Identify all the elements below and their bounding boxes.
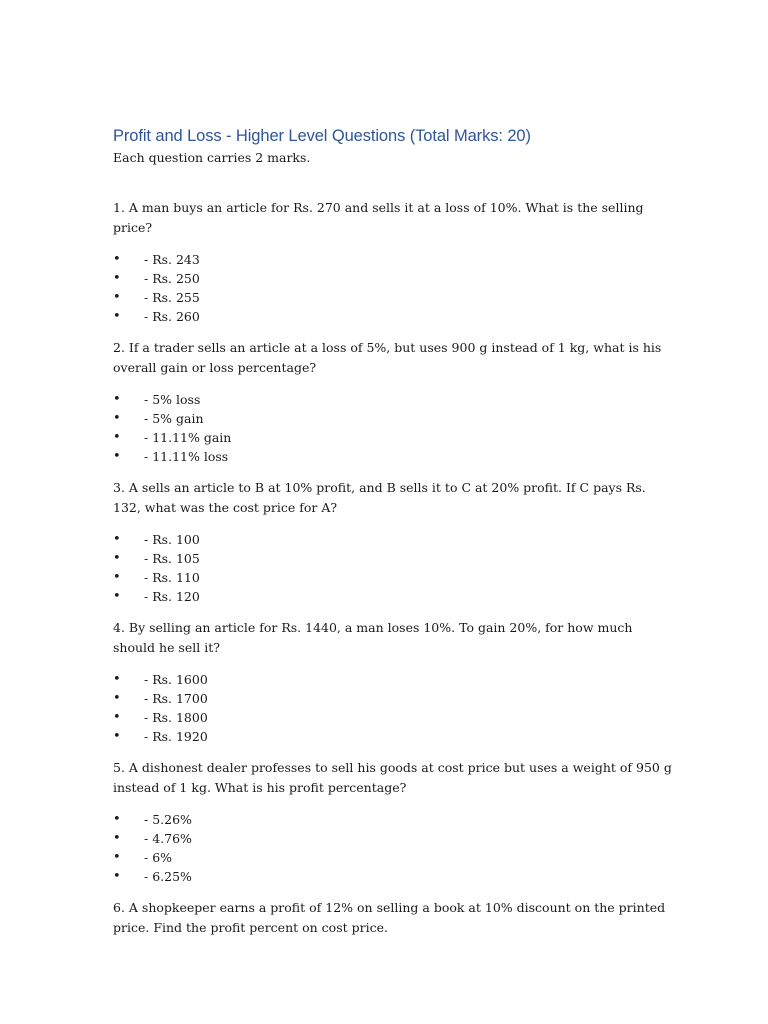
option-text: - 6%	[144, 850, 173, 865]
option-item	[113, 447, 673, 466]
option-item	[113, 269, 673, 288]
bullet-icon: •	[113, 850, 121, 865]
option-item	[113, 587, 673, 606]
question-4: 4. By selling an article for Rs. 1440, a man loses 10%. To gain 20%, for how much should he sell it?	[113, 620, 633, 655]
option-text: - Rs. 1920	[144, 729, 208, 744]
document-title: Profit and Loss - Higher Level Questions (Total Marks: 20)	[113, 127, 531, 145]
option-item	[113, 829, 673, 848]
option-text: - 6.25%	[144, 869, 192, 884]
bullet-icon: •	[113, 589, 121, 604]
options-list-5	[113, 810, 673, 886]
option-item	[113, 568, 673, 587]
bullet-icon: •	[113, 532, 121, 547]
bullet-icon: •	[113, 672, 121, 687]
option-item	[113, 250, 673, 269]
options-list-1	[113, 250, 673, 326]
option-text: - Rs. 243	[144, 252, 200, 267]
bullet-icon: •	[113, 430, 121, 445]
option-text: - Rs. 250	[144, 271, 200, 286]
question-2: 2. If a trader sells an article at a loss of 5%, but uses 900 g instead of 1 kg, what is his overall gain or loss percentage?	[113, 340, 662, 375]
option-text: - Rs. 1600	[144, 672, 208, 687]
question-1: 1. A man buys an article for Rs. 270 and sells it at a loss of 10%. What is the selling price?	[113, 200, 644, 235]
option-item	[113, 810, 673, 829]
bullet-icon: •	[113, 252, 121, 267]
bullet-icon: •	[113, 411, 121, 426]
option-text: - 11.11% loss	[144, 449, 229, 464]
option-item	[113, 708, 673, 727]
option-item	[113, 670, 673, 689]
option-item	[113, 727, 673, 746]
options-list-3	[113, 530, 673, 606]
option-text: - 5.26%	[144, 812, 192, 827]
bullet-icon: •	[113, 812, 121, 827]
option-item	[113, 867, 673, 886]
bullet-icon: •	[113, 309, 121, 324]
option-text: - Rs. 260	[144, 309, 200, 324]
option-item	[113, 848, 673, 867]
option-text: - Rs. 255	[144, 290, 200, 305]
document-page	[113, 124, 673, 938]
bullet-icon: •	[113, 392, 121, 407]
option-text: - 5% loss	[144, 392, 201, 407]
option-text: - Rs. 105	[144, 551, 200, 566]
bullet-icon: •	[113, 570, 121, 585]
bullet-icon: •	[113, 729, 121, 744]
document-subtitle: Each question carries 2 marks.	[113, 150, 311, 165]
question-3: 3. A sells an article to B at 10% profit, and B sells it to C at 20% profit. If C pays Rs. 132, what was the cost price for A?	[113, 480, 646, 515]
option-item	[113, 530, 673, 549]
option-item	[113, 689, 673, 708]
option-item	[113, 307, 673, 326]
option-item	[113, 288, 673, 307]
bullet-icon: •	[113, 290, 121, 305]
option-item	[113, 428, 673, 447]
option-item	[113, 390, 673, 409]
bullet-icon: •	[113, 551, 121, 566]
option-item	[113, 409, 673, 428]
bullet-icon: •	[113, 831, 121, 846]
option-text: - 5% gain	[144, 411, 204, 426]
option-item	[113, 549, 673, 568]
bullet-icon: •	[113, 869, 121, 884]
bullet-icon: •	[113, 710, 121, 725]
bullet-icon: •	[113, 449, 121, 464]
options-list-2	[113, 390, 673, 466]
option-text: - Rs. 1700	[144, 691, 208, 706]
option-text: - 11.11% gain	[144, 430, 232, 445]
question-5: 5. A dishonest dealer professes to sell his goods at cost price but uses a weight of 950 g instead of 1 kg. What is his profit percentage?	[113, 760, 672, 795]
option-text: - Rs. 100	[144, 532, 200, 547]
bullet-icon: •	[113, 691, 121, 706]
option-text: - Rs. 120	[144, 589, 200, 604]
question-6: 6. A shopkeeper earns a profit of 12% on selling a book at 10% discount on the printed price. Find the profit percent on cost price.	[113, 900, 666, 935]
bullet-icon: •	[113, 271, 121, 286]
options-list-4	[113, 670, 673, 746]
option-text: - Rs. 1800	[144, 710, 208, 725]
option-text: - Rs. 110	[144, 570, 200, 585]
option-text: - 4.76%	[144, 831, 192, 846]
